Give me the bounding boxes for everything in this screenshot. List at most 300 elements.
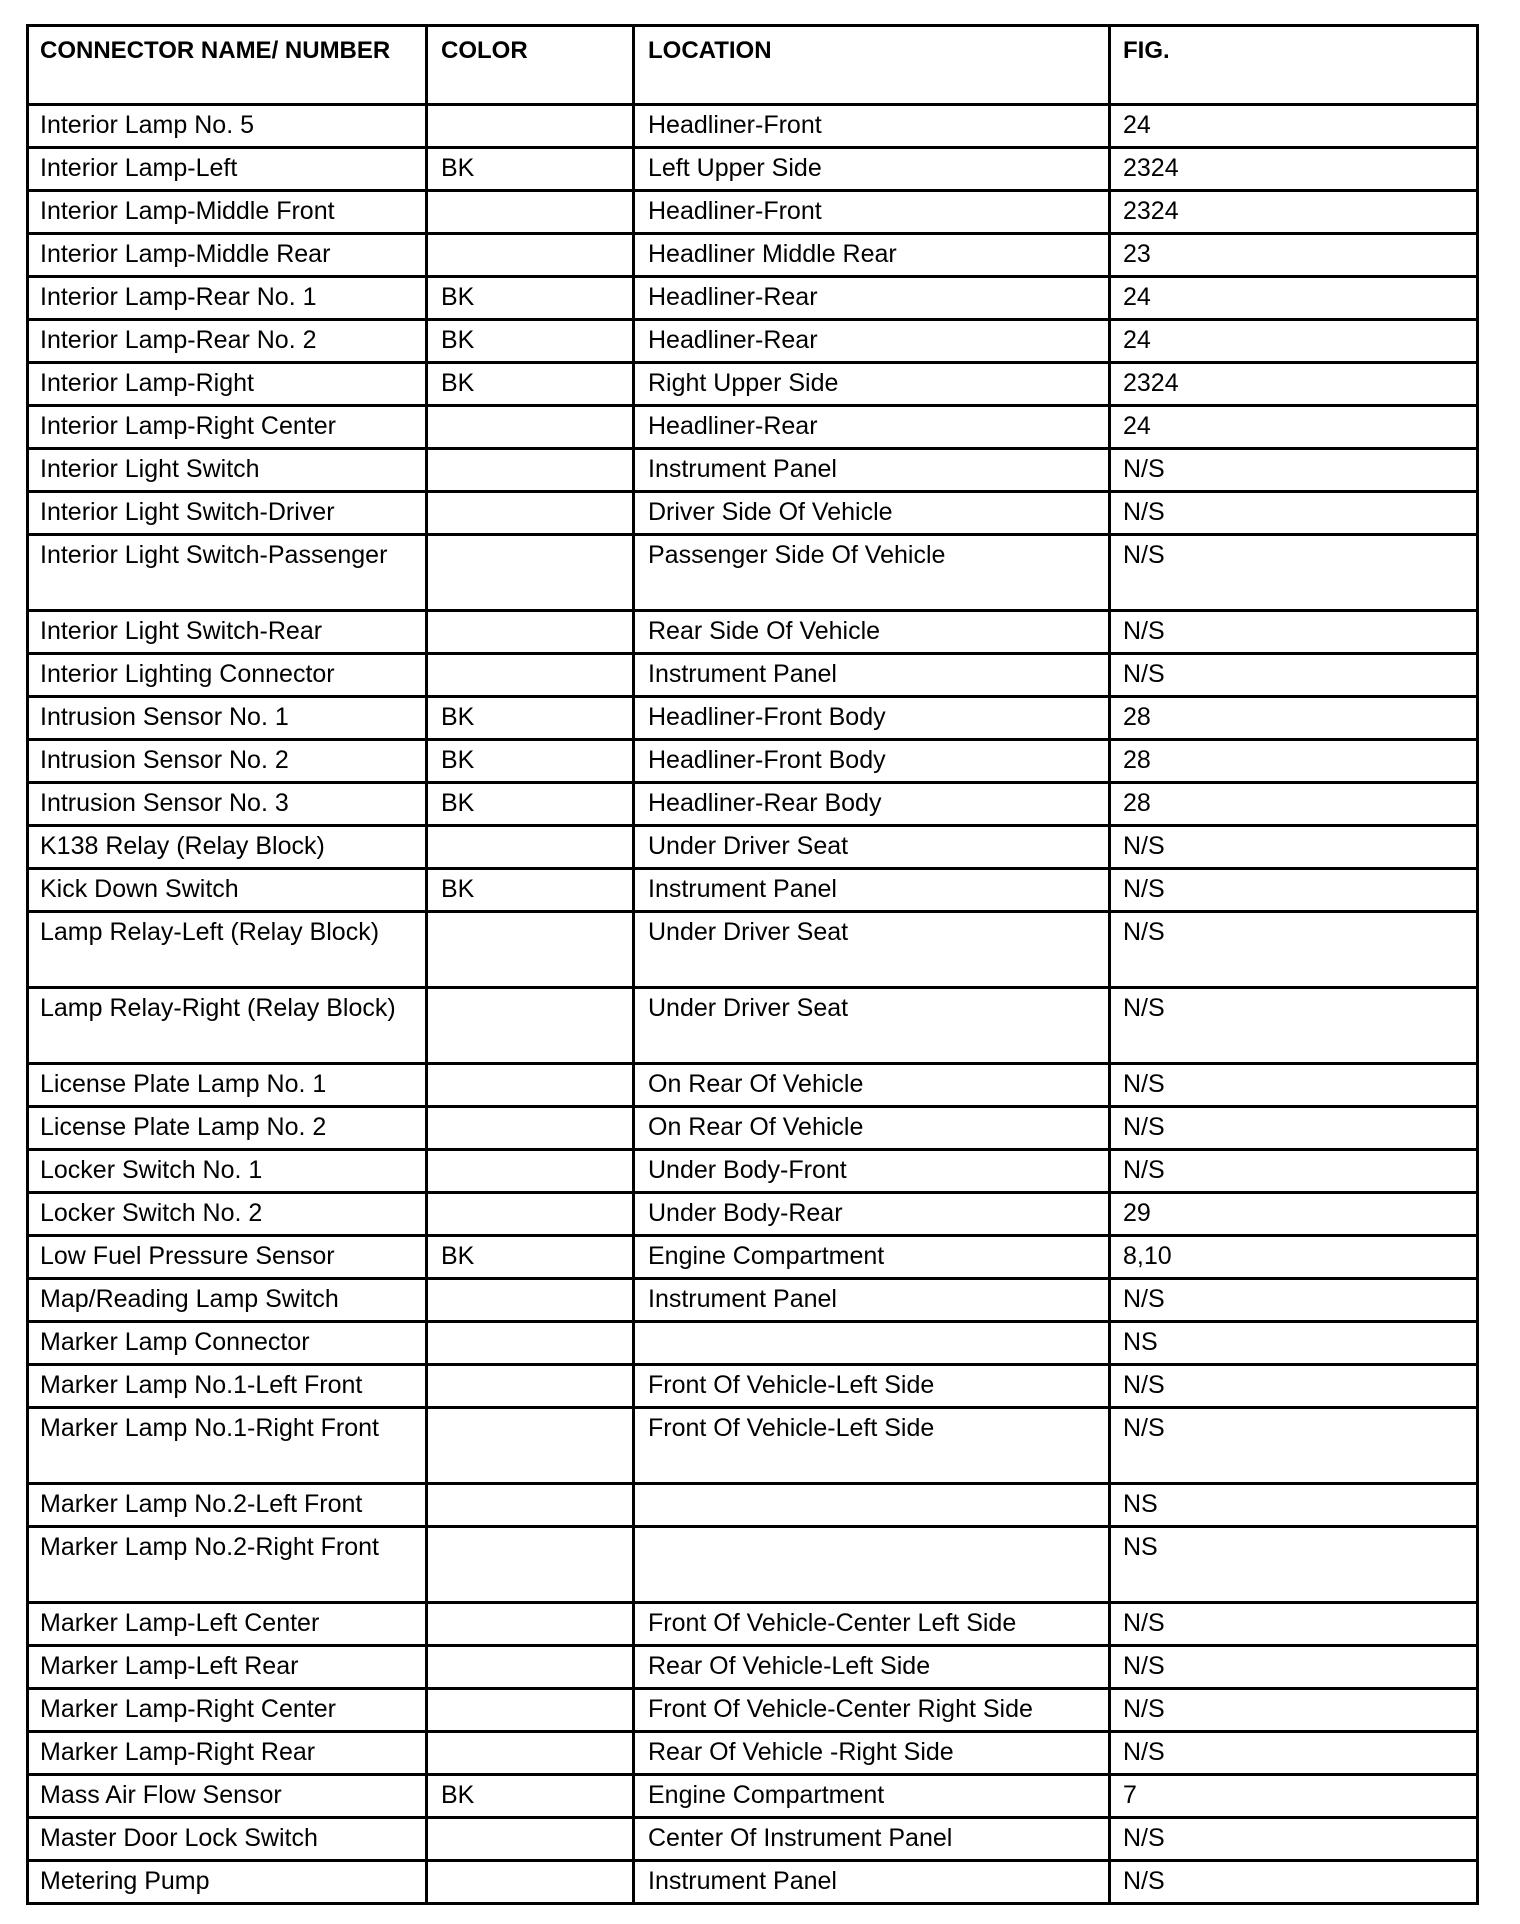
fig-text: N/S xyxy=(1123,875,1165,903)
cell-color xyxy=(427,320,634,363)
location-text: Front Of Vehicle-Left Side xyxy=(648,1414,935,1442)
cell-location xyxy=(634,277,1110,320)
fig-text: N/S xyxy=(1123,1738,1165,1766)
cell-location xyxy=(634,1322,1110,1365)
cell-location xyxy=(634,148,1110,191)
fig-text: N/S xyxy=(1123,1824,1165,1852)
table-row xyxy=(28,277,1478,320)
cell-location xyxy=(634,1527,1110,1603)
location-text: Headliner-Rear Body xyxy=(648,789,882,817)
cell-color xyxy=(427,105,634,148)
cell-fig xyxy=(1110,1818,1478,1861)
cell-location xyxy=(634,611,1110,654)
cell-location xyxy=(634,1861,1110,1904)
connector-name-text: Map/Reading Lamp Switch xyxy=(40,1285,339,1313)
cell-color xyxy=(427,234,634,277)
cell-location xyxy=(634,1064,1110,1107)
table-row xyxy=(28,697,1478,740)
cell-connector-name xyxy=(28,1064,427,1107)
table-row xyxy=(28,783,1478,826)
cell-fig xyxy=(1110,1107,1478,1150)
cell-fig xyxy=(1110,1365,1478,1408)
table-row xyxy=(28,1408,1478,1484)
fig-text: N/S xyxy=(1123,832,1165,860)
location-text: Under Driver Seat xyxy=(648,918,849,946)
connector-name-text: Lamp Relay-Right (Relay Block) xyxy=(40,994,396,1022)
cell-color xyxy=(427,1861,634,1904)
connector-name-text: Interior Lamp No. 5 xyxy=(40,111,254,139)
cell-fig xyxy=(1110,1236,1478,1279)
fig-text: N/S xyxy=(1123,617,1165,645)
cell-location xyxy=(634,1484,1110,1527)
fig-text: N/S xyxy=(1123,660,1165,688)
connector-name-text: Lamp Relay-Left (Relay Block) xyxy=(40,918,380,946)
table-row xyxy=(28,1732,1478,1775)
cell-color xyxy=(427,988,634,1064)
table-body xyxy=(28,105,1478,1904)
table-row xyxy=(28,1150,1478,1193)
color-text: BK xyxy=(441,326,475,354)
table-row xyxy=(28,912,1478,988)
header-fig: FIG. xyxy=(1110,26,1478,105)
location-text: Front Of Vehicle-Center Right Side xyxy=(648,1695,1033,1723)
cell-connector-name xyxy=(28,492,427,535)
cell-fig xyxy=(1110,1064,1478,1107)
cell-connector-name xyxy=(28,1646,427,1689)
location-text: Driver Side Of Vehicle xyxy=(648,498,893,526)
cell-location xyxy=(634,1408,1110,1484)
cell-color xyxy=(427,1064,634,1107)
fig-text: 23 xyxy=(1123,240,1151,268)
cell-color xyxy=(427,363,634,406)
cell-connector-name xyxy=(28,363,427,406)
connector-name-text: Kick Down Switch xyxy=(40,875,239,903)
location-text: Headliner-Front xyxy=(648,197,822,225)
connector-name-text: Intrusion Sensor No. 1 xyxy=(40,703,289,731)
location-text: Instrument Panel xyxy=(648,875,837,903)
table-row xyxy=(28,234,1478,277)
cell-color xyxy=(427,1775,634,1818)
location-text: Instrument Panel xyxy=(648,1285,837,1313)
cell-fig xyxy=(1110,277,1478,320)
location-text: Under Body-Rear xyxy=(648,1199,843,1227)
cell-location xyxy=(634,988,1110,1064)
table-row xyxy=(28,535,1478,611)
connector-name-text: Metering Pump xyxy=(40,1867,210,1895)
cell-connector-name xyxy=(28,1775,427,1818)
cell-fig xyxy=(1110,654,1478,697)
color-text: BK xyxy=(441,703,475,731)
cell-connector-name xyxy=(28,1603,427,1646)
table-row xyxy=(28,105,1478,148)
cell-color xyxy=(427,611,634,654)
table-row xyxy=(28,1484,1478,1527)
header-color: COLOR xyxy=(427,26,634,105)
connector-name-text: Marker Lamp No.2-Right Front xyxy=(40,1533,380,1561)
cell-location xyxy=(634,1193,1110,1236)
header-row xyxy=(28,26,1478,105)
table-row xyxy=(28,1689,1478,1732)
cell-location xyxy=(634,869,1110,912)
cell-color xyxy=(427,1484,634,1527)
cell-connector-name xyxy=(28,234,427,277)
fig-text: 7 xyxy=(1123,1781,1137,1809)
location-text: Headliner-Front xyxy=(648,111,822,139)
table-row xyxy=(28,449,1478,492)
table-header xyxy=(28,26,1478,105)
cell-color xyxy=(427,1646,634,1689)
table-row xyxy=(28,1646,1478,1689)
cell-location xyxy=(634,1689,1110,1732)
cell-color xyxy=(427,535,634,611)
table-row xyxy=(28,148,1478,191)
cell-fig xyxy=(1110,697,1478,740)
fig-text: 28 xyxy=(1123,789,1151,817)
connector-name-text: Interior Lamp-Right xyxy=(40,369,254,397)
cell-connector-name xyxy=(28,1150,427,1193)
connector-name-text: Marker Lamp No.1-Right Front xyxy=(40,1414,380,1442)
cell-connector-name xyxy=(28,988,427,1064)
location-text: Front Of Vehicle-Left Side xyxy=(648,1371,935,1399)
cell-connector-name xyxy=(28,449,427,492)
connector-name-text: License Plate Lamp No. 1 xyxy=(40,1070,327,1098)
table-row xyxy=(28,363,1478,406)
cell-connector-name xyxy=(28,697,427,740)
color-text: BK xyxy=(441,1781,475,1809)
fig-text: 28 xyxy=(1123,746,1151,774)
cell-connector-name xyxy=(28,611,427,654)
cell-location xyxy=(634,697,1110,740)
fig-text: N/S xyxy=(1123,455,1165,483)
cell-color xyxy=(427,449,634,492)
table-row xyxy=(28,406,1478,449)
cell-color xyxy=(427,783,634,826)
cell-connector-name xyxy=(28,148,427,191)
connector-name-text: Locker Switch No. 1 xyxy=(40,1156,263,1184)
cell-color xyxy=(427,826,634,869)
fig-text: 29 xyxy=(1123,1199,1151,1227)
cell-location xyxy=(634,449,1110,492)
cell-fig xyxy=(1110,1861,1478,1904)
cell-connector-name xyxy=(28,1484,427,1527)
cell-fig xyxy=(1110,1322,1478,1365)
location-text: On Rear Of Vehicle xyxy=(648,1070,864,1098)
cell-connector-name xyxy=(28,191,427,234)
cell-connector-name xyxy=(28,1322,427,1365)
connector-name-text: Interior Lamp-Left xyxy=(40,154,238,182)
location-text: Under Body-Front xyxy=(648,1156,847,1184)
cell-connector-name xyxy=(28,654,427,697)
cell-location xyxy=(634,654,1110,697)
cell-color xyxy=(427,1818,634,1861)
location-text: Rear Side Of Vehicle xyxy=(648,617,881,645)
table-row xyxy=(28,869,1478,912)
connector-name-text: Master Door Lock Switch xyxy=(40,1824,318,1852)
cell-fig xyxy=(1110,449,1478,492)
cell-color xyxy=(427,1150,634,1193)
connector-name-text: Mass Air Flow Sensor xyxy=(40,1781,282,1809)
connector-name-text: Interior Light Switch-Rear xyxy=(40,617,323,645)
fig-text: N/S xyxy=(1123,1867,1165,1895)
cell-connector-name xyxy=(28,740,427,783)
cell-color xyxy=(427,1408,634,1484)
cell-location xyxy=(634,406,1110,449)
table-row xyxy=(28,1279,1478,1322)
color-text: BK xyxy=(441,154,475,182)
cell-fig xyxy=(1110,826,1478,869)
location-text: Instrument Panel xyxy=(648,455,837,483)
cell-location xyxy=(634,826,1110,869)
connector-name-text: Interior Lamp-Middle Front xyxy=(40,197,335,225)
connector-name-text: Interior Light Switch-Driver xyxy=(40,498,335,526)
cell-location xyxy=(634,1818,1110,1861)
fig-text: N/S xyxy=(1123,1113,1165,1141)
table-row xyxy=(28,1064,1478,1107)
cell-connector-name xyxy=(28,406,427,449)
cell-connector-name xyxy=(28,320,427,363)
cell-connector-name xyxy=(28,1818,427,1861)
cell-fig xyxy=(1110,1484,1478,1527)
location-text: Headliner-Rear xyxy=(648,283,818,311)
fig-text: 2324 xyxy=(1123,197,1179,225)
cell-color xyxy=(427,1193,634,1236)
fig-text: N/S xyxy=(1123,1695,1165,1723)
connector-name-text: Intrusion Sensor No. 2 xyxy=(40,746,289,774)
cell-color xyxy=(427,191,634,234)
fig-text: N/S xyxy=(1123,498,1165,526)
cell-fig xyxy=(1110,1732,1478,1775)
cell-location xyxy=(634,320,1110,363)
color-text: BK xyxy=(441,369,475,397)
cell-color xyxy=(427,1279,634,1322)
table-row xyxy=(28,988,1478,1064)
fig-text: N/S xyxy=(1123,1652,1165,1680)
connector-name-text: Interior Lamp-Right Center xyxy=(40,412,336,440)
cell-connector-name xyxy=(28,1236,427,1279)
cell-fig xyxy=(1110,1279,1478,1322)
connector-name-text: Interior Lamp-Rear No. 1 xyxy=(40,283,317,311)
cell-fig xyxy=(1110,869,1478,912)
connector-location-table xyxy=(26,24,1479,1905)
fig-text: 8,10 xyxy=(1123,1242,1172,1270)
cell-fig xyxy=(1110,234,1478,277)
cell-location xyxy=(634,740,1110,783)
location-text: On Rear Of Vehicle xyxy=(648,1113,864,1141)
cell-color xyxy=(427,697,634,740)
cell-connector-name xyxy=(28,277,427,320)
table-row xyxy=(28,1236,1478,1279)
cell-fig xyxy=(1110,1603,1478,1646)
cell-fig xyxy=(1110,740,1478,783)
fig-text: N/S xyxy=(1123,994,1165,1022)
cell-connector-name xyxy=(28,1689,427,1732)
cell-location xyxy=(634,1279,1110,1322)
fig-text: NS xyxy=(1123,1328,1158,1356)
fig-text: NS xyxy=(1123,1490,1158,1518)
cell-color xyxy=(427,1322,634,1365)
cell-fig xyxy=(1110,191,1478,234)
cell-fig xyxy=(1110,988,1478,1064)
cell-color xyxy=(427,1689,634,1732)
color-text: BK xyxy=(441,1242,475,1270)
location-text: Right Upper Side xyxy=(648,369,839,397)
cell-connector-name xyxy=(28,826,427,869)
fig-text: 24 xyxy=(1123,283,1151,311)
cell-connector-name xyxy=(28,1279,427,1322)
location-text: Under Driver Seat xyxy=(648,994,849,1022)
fig-text: N/S xyxy=(1123,1285,1165,1313)
table-row xyxy=(28,1818,1478,1861)
cell-fig xyxy=(1110,105,1478,148)
location-text: Rear Of Vehicle-Left Side xyxy=(648,1652,931,1680)
cell-color xyxy=(427,406,634,449)
table-row xyxy=(28,826,1478,869)
cell-location xyxy=(634,1603,1110,1646)
connector-name-text: License Plate Lamp No. 2 xyxy=(40,1113,327,1141)
table-row xyxy=(28,1193,1478,1236)
location-text: Rear Of Vehicle -Right Side xyxy=(648,1738,954,1766)
cell-fig xyxy=(1110,363,1478,406)
cell-fig xyxy=(1110,1689,1478,1732)
header-location: LOCATION xyxy=(634,26,1110,105)
connector-name-text: Interior Lamp-Rear No. 2 xyxy=(40,326,317,354)
cell-fig xyxy=(1110,148,1478,191)
connector-name-text: Marker Lamp-Left Center xyxy=(40,1609,320,1637)
color-text: BK xyxy=(441,746,475,774)
table-row xyxy=(28,740,1478,783)
cell-connector-name xyxy=(28,869,427,912)
table-row xyxy=(28,1775,1478,1818)
cell-fig xyxy=(1110,535,1478,611)
location-text: Under Driver Seat xyxy=(648,832,849,860)
cell-connector-name xyxy=(28,535,427,611)
connector-name-text: Marker Lamp-Right Center xyxy=(40,1695,336,1723)
table-row xyxy=(28,1365,1478,1408)
cell-color xyxy=(427,869,634,912)
location-text: Left Upper Side xyxy=(648,154,822,182)
fig-text: 2324 xyxy=(1123,369,1179,397)
location-text: Instrument Panel xyxy=(648,1867,837,1895)
cell-location xyxy=(634,1150,1110,1193)
table-row xyxy=(28,611,1478,654)
fig-text: 24 xyxy=(1123,412,1151,440)
cell-location xyxy=(634,1732,1110,1775)
header-connector-name: CONNECTOR NAME/ NUMBER xyxy=(28,26,427,105)
cell-connector-name xyxy=(28,1107,427,1150)
connector-name-text: K138 Relay (Relay Block) xyxy=(40,832,325,860)
cell-connector-name xyxy=(28,1193,427,1236)
color-text: BK xyxy=(441,283,475,311)
cell-color xyxy=(427,912,634,988)
cell-color xyxy=(427,1107,634,1150)
cell-connector-name xyxy=(28,912,427,988)
cell-fig xyxy=(1110,1408,1478,1484)
cell-location xyxy=(634,1775,1110,1818)
location-text: Center Of Instrument Panel xyxy=(648,1824,953,1852)
table-row xyxy=(28,492,1478,535)
connector-name-text: Interior Lighting Connector xyxy=(40,660,335,688)
cell-location xyxy=(634,535,1110,611)
table-row xyxy=(28,1322,1478,1365)
table-row xyxy=(28,1107,1478,1150)
location-text: Engine Compartment xyxy=(648,1781,885,1809)
fig-text: N/S xyxy=(1123,541,1165,569)
cell-fig xyxy=(1110,406,1478,449)
cell-connector-name xyxy=(28,105,427,148)
cell-fig xyxy=(1110,1193,1478,1236)
cell-location xyxy=(634,1646,1110,1689)
cell-location xyxy=(634,1365,1110,1408)
cell-connector-name xyxy=(28,783,427,826)
cell-location xyxy=(634,234,1110,277)
cell-fig xyxy=(1110,492,1478,535)
cell-color xyxy=(427,1732,634,1775)
cell-color xyxy=(427,654,634,697)
location-text: Headliner-Front Body xyxy=(648,703,886,731)
cell-location xyxy=(634,105,1110,148)
connector-name-text: Interior Light Switch xyxy=(40,455,260,483)
fig-text: 24 xyxy=(1123,111,1151,139)
location-text: Engine Compartment xyxy=(648,1242,885,1270)
cell-color xyxy=(427,740,634,783)
connector-name-text: Locker Switch No. 2 xyxy=(40,1199,263,1227)
cell-color xyxy=(427,148,634,191)
cell-location xyxy=(634,912,1110,988)
cell-fig xyxy=(1110,1150,1478,1193)
cell-color xyxy=(427,1527,634,1603)
cell-fig xyxy=(1110,783,1478,826)
cell-connector-name xyxy=(28,1365,427,1408)
fig-text: N/S xyxy=(1123,1371,1165,1399)
cell-connector-name xyxy=(28,1408,427,1484)
connector-name-text: Marker Lamp No.1-Left Front xyxy=(40,1371,363,1399)
connector-name-text: Marker Lamp-Left Rear xyxy=(40,1652,299,1680)
location-text: Headliner Middle Rear xyxy=(648,240,897,268)
fig-text: 24 xyxy=(1123,326,1151,354)
color-text: BK xyxy=(441,789,475,817)
location-text: Headliner-Rear xyxy=(648,412,818,440)
cell-fig xyxy=(1110,912,1478,988)
fig-text: N/S xyxy=(1123,1609,1165,1637)
table-row xyxy=(28,1861,1478,1904)
fig-text: N/S xyxy=(1123,1414,1165,1442)
cell-location xyxy=(634,1107,1110,1150)
cell-color xyxy=(427,277,634,320)
cell-location xyxy=(634,1236,1110,1279)
location-text: Headliner-Rear xyxy=(648,326,818,354)
cell-fig xyxy=(1110,1646,1478,1689)
connector-name-text: Interior Lamp-Middle Rear xyxy=(40,240,331,268)
color-text: BK xyxy=(441,875,475,903)
cell-connector-name xyxy=(28,1527,427,1603)
fig-text: N/S xyxy=(1123,918,1165,946)
cell-location xyxy=(634,363,1110,406)
connector-name-text: Intrusion Sensor No. 3 xyxy=(40,789,289,817)
cell-color xyxy=(427,1365,634,1408)
fig-text: N/S xyxy=(1123,1156,1165,1184)
cell-fig xyxy=(1110,320,1478,363)
cell-location xyxy=(634,783,1110,826)
connector-name-text: Marker Lamp-Right Rear xyxy=(40,1738,316,1766)
table-row xyxy=(28,1527,1478,1603)
fig-text: N/S xyxy=(1123,1070,1165,1098)
table-row xyxy=(28,191,1478,234)
cell-connector-name xyxy=(28,1861,427,1904)
cell-fig xyxy=(1110,1775,1478,1818)
location-text: Passenger Side Of Vehicle xyxy=(648,541,946,569)
cell-fig xyxy=(1110,1527,1478,1603)
fig-text: 2324 xyxy=(1123,154,1179,182)
